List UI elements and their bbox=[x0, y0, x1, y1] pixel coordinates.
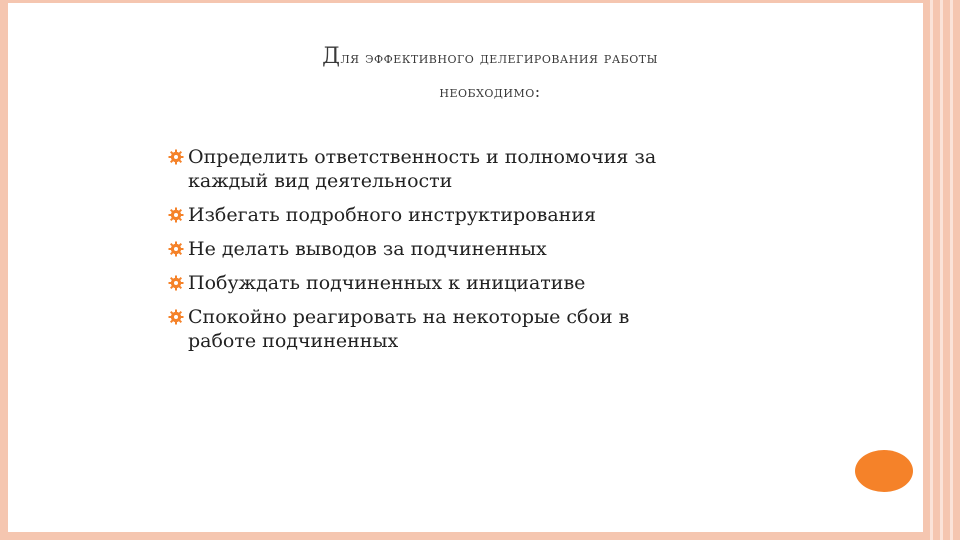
bullet-text-continued: каждый вид деятельности bbox=[188, 170, 453, 192]
bullet-text-continued: работе подчиненных bbox=[188, 330, 399, 352]
title-line-1 bbox=[140, 40, 840, 75]
bullet-item bbox=[168, 198, 768, 232]
bullet-item bbox=[168, 300, 768, 358]
bullet-text: Определить ответственность и полномочия за bbox=[188, 146, 657, 168]
bullet-text: Избегать подробного инструктирования bbox=[188, 204, 596, 226]
gear-icon bbox=[168, 241, 184, 257]
bullet-list bbox=[168, 140, 768, 358]
gear-icon bbox=[168, 149, 184, 165]
title-line-2: необходимо: bbox=[439, 82, 541, 101]
top-rule bbox=[8, 0, 923, 3]
bullet-item bbox=[168, 266, 768, 300]
bullet-text: Не делать выводов за подчиненных bbox=[188, 238, 547, 260]
gear-icon bbox=[168, 309, 184, 325]
gear-icon bbox=[168, 207, 184, 223]
title-line-1-rest: ля эффективного делегирования работы bbox=[340, 48, 658, 67]
bullet-text: Спокойно реагировать на некоторые сбои в bbox=[188, 306, 630, 328]
gear-icon bbox=[168, 275, 184, 291]
bullet-text: Побуждать подчиненных к инициативе bbox=[188, 272, 586, 294]
bullet-item bbox=[168, 140, 768, 198]
decorative-orange-circle bbox=[855, 450, 913, 492]
slide-title bbox=[140, 40, 840, 109]
title-cap: Д bbox=[322, 44, 341, 69]
bullet-item bbox=[168, 232, 768, 266]
decorative-stripe-band bbox=[923, 0, 960, 540]
